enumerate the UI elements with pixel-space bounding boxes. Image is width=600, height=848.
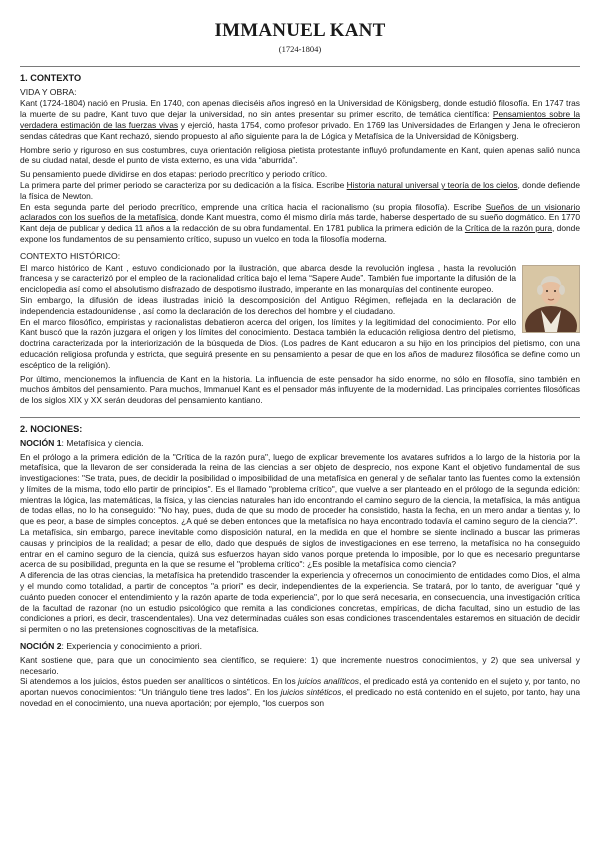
vida-obra-label: VIDA Y OBRA: (20, 86, 77, 97)
work-title-link: Sueños de un visionario aclarados con los sueños de la metafísica (20, 201, 580, 223)
section-divider (20, 417, 580, 418)
kant-portrait-image (522, 265, 580, 333)
contexto-historico-label: CONTEXTO HISTÓRICO: (20, 250, 121, 261)
document-title: IMMANUEL KANT (214, 20, 386, 41)
section-title: 1. CONTEXTO (20, 72, 82, 83)
paragraph: Kant sostiene que, para que un conocimiento sea científico, se requiere: 1) que incremente nuestros conocimientos, y 2) que sea universal y necesario. (20, 654, 580, 676)
paragraph: La metafísica, sin embargo, parece inevitable como disposición natural, en la medida en que el hombre se siente inclinado a buscar las primeras causas y principios de la realidad; a pesar de ello, dado que después de siglos de investigaciones en ese terreno, la metafísica no ha conseguido entrar en el camino seguro de la ciencia, quizá sus esfuerzos hayan sido vanos porque pretenda lo imposible, por lo que es necesario preguntarse acerca de su posibilidad, pregunta en la que se resume el "problema crítico": ¿Es posible la metafísica como ciencia? (20, 527, 580, 570)
paragraph: Sin embargo, la difusión de ideas ilustradas inició la descomposición del Antiguo Régimen, reflejada en la declaración de independencia estadounidense , así como la declaración de los derechos del hombre y el ciudadano. (20, 294, 516, 316)
paragraph: En el prólogo a la primera edición de la "Crítica de la razón pura", luego de explicar brevemente los avatares sufridos a lo largo de la historia por la metafísica, que la llevaron de ser considerada la reina de las ciencias a ser objeto de desprecio, nos expone Kant el objetivo fundamental de sus investigaciones: "Se trata, pues, de decidir la posibilidad o imposibilidad de una metafísica en general y de señalar tanto las fuentes como la extensión y límites de la misma, todo ello partir de principios". Es el llamado "problema crítico", que vuelve a ser planteado en el prólogo de la segunda edición: mientras la lógica, las matemáticas, la física, y las ciencias naturales han ido encontrando el camino seguro de la ciencia, la metafísica, la más antigua de todas ellas, no lo ha conseguido: "No hay, pues, duda de que su modo de proceder ha consistido, hasta la fecha, en un mero andar a tientas y, lo que es peor, a base de simples conceptos. ¿A qué se deben entonces que la metafísica no haya encontrado todavía el camino seguro de la ciencia?". (20, 451, 580, 527)
paragraph: La primera parte del primer periodo se caracteriza por su dedicación a la física. Escribe Historia natural universal y teoría de los cielos, donde defiende la física de Newton. (20, 179, 580, 201)
paragraph: Hombre serio y riguroso en sus costumbres, cuya orientación religiosa pietista protestante influyó profundamente en Kant, quien apenas salió nunca de su ciudad natal, desde el punto de vista externo, es una vida “aburrida”. (20, 144, 580, 166)
work-title-link: Crítica de la razón pura (464, 223, 553, 234)
work-title-link: Historia natural universal y teoría de los cielos (346, 179, 518, 190)
paragraph: Por último, mencionemos la influencia de Kant en la historia. La influencia de este pensador ha sido enorme, no sólo en filosofía, sino también en muchos ámbitos del pensamiento. Para muchos, Immanuel Kant es el pensador más influyente de la modernidad. Las principales corrientes filosóficas de los siglos XIX y XX serán deudoras del pensamiento kantiano. (20, 373, 580, 406)
nocion-heading: NOCIÓN 2: Experiencia y conocimiento a priori. (20, 641, 202, 652)
paragraph: Kant (1724-1804) nació en Prusia. En 1740, con apenas dieciséis años ingresó en la Universidad de Königsberg, donde estudió filosofía. En 1747 tras la muerte de su padre, Kant tuvo que dejar la universidad, no sin antes presentar su primer escrito, de temática científica: Pensamientos sobre la verdadera estimación de las fuerzas vivas y ejerció, hasta 1754, como profesor privado. En 1769 las Universidades de Erlangen y Jena le ofrecieron sendas cátedras que Kant rechazó, siendo propuesto al año siguiente para la de Lógica y Metafísica de la Universidad de Königsberg. (20, 98, 580, 141)
paragraph: A diferencia de las otras ciencias, la metafísica ha pretendido trascender la experiencia y ofrecernos un conocimiento de entidades como Dios, el alma y el mundo como totalidad, a partir de conceptos "a priori" es decir, independientes de la experiencia. Se tratará, por lo tanto, de averiguar "qué y cuánto pueden conocer el entendimiento y la razón aparte de toda experiencia", por lo que será necesaria, en consecuencia, una investigación crítica de la facultad de razonar (no un estudio psicológico que remita a las condiciones concretas, empíricas, de dicha facultad, sino un estudio de las condiciones a priori, es decir, trascendentales). Una vez determinadas cuáles son esas condiciones trascendentales estaremos en situación de decidir si permiten o no las pretensiones cognoscitivas de la metafísica. (20, 570, 580, 635)
section-divider (20, 66, 580, 67)
paragraph: Su pensamiento puede dividirse en dos etapas: periodo precrítico y periodo crítico. (20, 169, 328, 180)
paragraph: En esta segunda parte del periodo precrítico, emprende una crítica hacia el racionalismo (su propia filosofía). Escribe Sueños de un visionario aclarados con los sueños de la metafísica, donde Kant muestra, como él mismo diría más tarde, haberse despertado de su sueño dogmático. En 1770 Kant deja de publicar y dedica 11 años a la redacción de su obra fundamental. En 1781 publica la primera edición de la Crítica de la razón pura, donde expone los fundamentos de su pensamiento crítico, supuso un vuelco en toda la filosofía moderna. (20, 201, 580, 244)
work-title-link: Pensamientos sobre la verdadera estimación de las fuerzas vivas (20, 109, 580, 130)
nocion-heading: NOCIÓN 1: Metafísica y ciencia. (20, 437, 144, 448)
section-title: 2. NOCIONES: (20, 423, 83, 434)
paragraph: El marco histórico de Kant , estuvo condicionado por la ilustración, que abarca desde la revolución inglesa , hasta la revolución francesa y se caracterizó por el empleo de la racionalidad crítica bajo el lema “Sapere Aude”. También fue importante la difusión de la enciclopedia así como el absolutismo disfrazado de despotismo ilustrado, imperante en las monarquías del continente europeo. (20, 262, 516, 295)
section-nociones (20, 424, 580, 709)
document-page (20, 0, 580, 848)
section-contexto (20, 73, 580, 406)
paragraph: En el marco filosófico, empiristas y racionalistas debatieron acerca del origen, los límites y la legitimidad del conocimiento. Por ello Kant buscó que la razón juzgara el origen y los límites del conocimiento. Destaca también la educación religiosa dentro del pietismo, doctrina caracterizada por la interiorización de la búsqueda de Dios. (Los padres de Kant educaron a su hijo en los principios del pietismo, con una educación religiosa profunda y estricta, que seguirá presente en su pensamiento a pesar de que en los años de madurez filosófica se define como un escéptico de la religión). (20, 316, 580, 370)
paragraph: Si atendemos a los juicios, éstos pueden ser analíticos o sintéticos. En los juicios analíticos, el predicado está ya contenido en el sujeto y, por tanto, no aportan nuevos conocimientos: “Un triángulo tiene tres lados”. En los juicios sintéticos, el predicado no está contenido en el sujeto, por tanto, hay una novedad en el conocimiento, una nueva aportación; por ejemplo, “los cuerpos son (20, 676, 581, 709)
life-dates: (1724-1804) (278, 44, 322, 54)
